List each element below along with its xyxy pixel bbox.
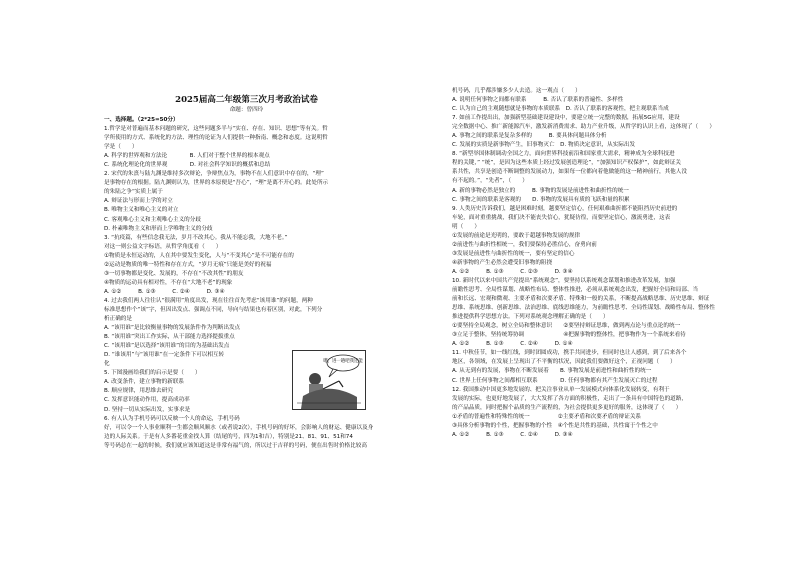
section-heading: 一、选择题。（2*25=50分） <box>104 117 179 123</box>
exam-title: 2025届高二年级第三次月考政治试卷 <box>175 95 318 105</box>
left-line: 等号码总在一起的时候，我们就应该知道这是非常有福气的，所以过于吉祥的号码，便在出售时价格比较高 <box>104 442 367 449</box>
right-line: 程的关键，” “统”，是因为这些本质上经过发展创造理论”，“加强知识产权保护”，如此辩证关 <box>452 160 681 167</box>
right-line: 系共性，共享是创造不断调整的发展动力，如果每一位都向着他做能的这一精神前行，其他人没 <box>452 169 687 176</box>
right-line: 9. 人类历史告诉我们，越是困难时刻，越要坚定信心，任何艰难曲折都不能阻挡历史前进的 <box>452 205 678 212</box>
right-line: 7. 如前工作提出出，加强新型基础建设建设中，要建立统一完整的数据，拓展5G应用，建设 <box>452 115 680 122</box>
right-line: 明（ ） <box>452 223 480 230</box>
left-line: 是事物存在的根据。陆九渊则认为，世界的本原便是“吾心”，“理”是离不开心的。此处所示 <box>104 180 329 187</box>
right-line: A. 从无到有的发展，事物在不断发展着 B. 事物发展是前进性和曲折性的统一 <box>452 368 652 375</box>
left-line: 2. 宋代的朱熹与陆九渊是维持多次辩论，争辩焦点为，事物不在人们意识中存在的，“理” <box>104 171 324 178</box>
right-line: 发展的实际，也更好地发展了，大大发挥了各方面的积极性，走出了一条具有中国特色的道路， <box>452 395 687 402</box>
left-line: 5. 下图漫画给我们的启示是要（ ） <box>104 370 201 377</box>
left-line: 6. 有人认为手机号码可以反映一个人的命运，手机号码 <box>104 415 240 422</box>
left-line: 标准思想作个“该”字，但因出发点、强调点不同，导向与结果也有着区别，对此，下列分 <box>104 306 323 313</box>
left-line: C. 系统化理论化的世界观 D. 对社会科学知识的概括和总结 <box>104 162 271 169</box>
left-line: A. ①② B. ①③ C. ②④ D. ③④ <box>104 288 225 295</box>
right-line: ①要坚持全局观念，树立全局和整体意识 ②要坚持辩证思维，做到两点论与重点论的统一 <box>452 323 681 330</box>
left-line: B. 唯物主义和唯心主义的对立 <box>104 207 179 214</box>
left-line: D. 坚持一切从实际出发，实事求是 <box>104 406 191 413</box>
left-line: A. 辩证法与形而上学的对立 <box>104 198 173 205</box>
right-line: 10. 新时代以来中国共产党提出“系统观念”，要坚持以系统观念谋划和推进改革发展，加强 <box>452 277 676 284</box>
right-line: 思维、系统思维、创新思维、法治思维、底线思维能力，为前瞻性思考、全局性谋划、战略性布局、整体性 <box>452 305 715 312</box>
right-line: ④新事物的产生必然会遭受旧事物的阻挠 <box>452 259 553 266</box>
left-line: C. 发挥意识能动作用，提高成功率 <box>104 397 190 404</box>
left-line: C. “该用谁”是以选择“该用谁”的目的为基础出发点 <box>104 343 230 350</box>
right-column <box>452 87 742 440</box>
cartoon-illustration <box>292 350 366 410</box>
left-line: A. 改变条件，建立事物的新联系 <box>104 379 185 386</box>
left-line: ④物质的运动具有相对性，不存在“大地不老”的现象 <box>104 279 233 286</box>
right-line: ③具体分析事物的个性，把握事物的个性 ④个性是共性的基础，共性寓于个性之中 <box>452 422 658 429</box>
left-line: 边的人际关系。于是有人多番花重金找人算（结尾的号，四为1和吉），特别是21、81、91、51和74 <box>104 433 353 440</box>
left-line: A. 科学的世界观和方法论 B. 人们对于整个世界的根本观点 <box>104 153 270 160</box>
right-line: ③发展是前进性与曲折性的统一，要有坚定的信心 <box>452 250 575 257</box>
right-line: 前瞻性思考、全局性谋划、战略性布局、整体性推进，必须从系统观念出发，把握好全局和局部、当 <box>452 287 699 294</box>
right-line: C. 事物之间的联系是客观的 D. 事物的发展具有质的飞跃和量的积累 <box>452 196 630 203</box>
right-line: 地区，各领域，在发展上呈现出了不平衡的状况，因此我们要做好这个，正视问题（ ） <box>452 359 676 366</box>
left-line: C. 客观唯心主义和主观唯心主义的分歧 <box>104 216 201 223</box>
left-line: D. “谁该用”与“该用谁”在一定条件下可以相互转 <box>104 352 225 359</box>
left-line: 3. “抗疫篇，有些信念我无法，岁月不改其心。我从不能忘我，大地不老。” <box>104 234 288 241</box>
left-line: 析正确的是 <box>104 316 132 323</box>
left-line: 学所使用的方式、系统化的方法、理性的论证为人们提供一种指南、概念和态度。这说明哲 <box>104 135 328 142</box>
left-line: 1.哲学是对普遍而基本问题的研究，这些问题多半与“实在、存在、知识、思想”等有关。哲 <box>104 126 328 133</box>
right-line: 推进提供科学思想方法。下列对系统观念理解正确的是（ ） <box>452 314 609 321</box>
right-line: ③立足于整体，坚持统筹协调 ④把握事物的整体性，把事物作为一个系统来看待 <box>452 332 686 339</box>
left-line: ③一切事物都是变化、发展的，不存在“不改其性”的朋友 <box>104 270 244 277</box>
left-line: ①物质是永恒运动的，人在其中要发生变化，人与“不变其心”是不可能存在的 <box>104 252 294 259</box>
right-line: C. 认为自己的主观随想就是事物的本质联系 D. 否认了联系的客观性，把主观联系当成 <box>452 106 669 113</box>
left-line: 学是（ ） <box>104 144 138 151</box>
right-line: 前和长远、宏观和微观、主要矛盾和次要矛盾、特殊和一般的关系，不断提高战略思维、历史思维、辩证 <box>452 296 710 303</box>
left-line: 4. 过去我们两人往往认“很满用”角度出发，现在往往首先考虑“该用谁”的问题，两种 <box>104 297 313 304</box>
left-line: 化 <box>104 361 110 368</box>
right-line: 有不起的。”，“先者”，（ ） <box>452 178 528 185</box>
cartoon-speech-text: 嗯，进一趟吧我还能 <box>323 359 363 364</box>
right-line: A. ①② B. ①③ C. ②④ D. ③④ <box>452 431 573 438</box>
right-line: 完全数据中心、推广新能源汽车，激发新消费需求、助力产业升级，从哲学的认识上看，这体现了（ ） <box>452 124 715 131</box>
left-line: 对这一则公益文字标语，从哲学角度看（ ） <box>104 243 222 250</box>
right-line: 车轮，面对重重挑战，我们决不能丧失信心，犹疑彷徨，而要坚定信心，激流勇进，这表 <box>452 214 671 221</box>
right-line: ①矛盾的普遍性和特殊性的统一 ②主要矛盾和次要矛盾的辩证关系 <box>452 413 642 420</box>
right-line: 机号码，几乎都涉嫌多少人去造。这一观点（ ） <box>452 88 581 94</box>
right-line: A. ①② B. ①③ C. ②③ D. ③④ <box>452 268 573 275</box>
left-line: D. 朴素唯物主义和形而上学唯物主义的分歧 <box>104 225 213 232</box>
right-line: ②前进性与曲折性相统一，我们要保持必胜信心，奋勇向前 <box>452 241 597 248</box>
right-line: A. 新的事物必然是独立的 B. 事物的发展是前进性和曲折性的统一 <box>452 187 629 194</box>
left-line: B. 顺应规律，用思维去研究 <box>104 388 173 395</box>
left-line: 好，可以令一个人事业顺利一生都会顺风顺水（或者说2次），手机号码的好坏，会影响人的财运、健康以及身 <box>104 424 374 431</box>
left-line: 的朱陆之争“实质上属于 <box>104 189 163 196</box>
right-line: 12. 我国推动中国更多地发展的、把关注事业从单一发展模式向体系化发展转变，有利于 <box>452 386 670 393</box>
right-line: A. 说明任何事物之间都有联系 B. 否认了联系的普遍性、多样性 <box>452 97 624 104</box>
right-line: A. ①② B. ①③ C. ②④ D. ①④ <box>452 341 573 348</box>
right-line: ①发展的前途是光明的，要敢于超越事物发展的规律 <box>452 232 581 239</box>
right-line: 的产品品质，同时把握个品质的生产流程的，为社会提供更多更好的服务，这体现了（ ） <box>452 404 682 411</box>
right-line: 8. “新型举国体制调动全国之力，面向世界科技前沿和国家重大需求，精神成为全球科技进 <box>452 151 675 158</box>
right-line: C. 发展的实质是新事物产生，旧事物灭亡 D. 物质决定意识，从实际出发 <box>452 142 636 149</box>
exam-author: 命题：曾四玲 <box>229 107 264 113</box>
left-line: B. “该用谁”突出工作实际，从干部能力选择提拔重点 <box>104 334 235 341</box>
right-line: C. 世界上任何事物之间都相互联系 D. 任何事物都有其产生发展灭亡的过程 <box>452 377 658 384</box>
right-line: A. 事物之间的联系是复杂多样的 B. 要具体问题具体分析 <box>452 133 607 140</box>
left-line: A. “该用谁”是比较衡量事物的发展条件作为判断出发点 <box>104 325 241 332</box>
right-line: 11. 中秋佳节，如一线红线，到时团圆成功，携手共同进步，但同时也让人感到，到了后来各个 <box>452 350 687 357</box>
left-line: ②运动是物质的唯一特性和存在方式，“岁月无痕”只能是美好的祝福 <box>104 261 272 268</box>
